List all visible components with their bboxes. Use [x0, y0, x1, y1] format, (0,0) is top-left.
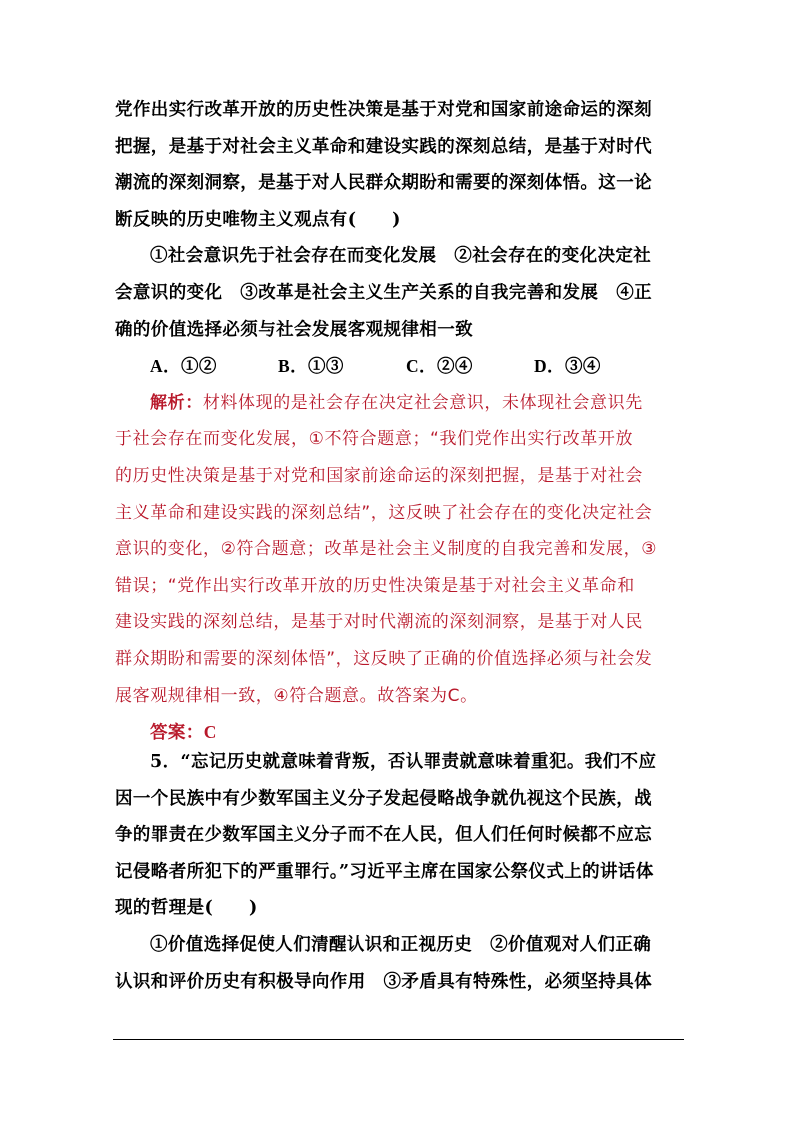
- footer-divider: [113, 1039, 684, 1040]
- q5-stem-line: 5．“忘记历史就意味着背叛，否认罪责就意味着重犯。我们不应: [150, 752, 657, 772]
- option-a: A．①②: [150, 356, 217, 377]
- analysis-line: 于社会存在而变化发展，①不符合题意；“我们党作出实行改革开放: [115, 429, 634, 450]
- analysis-line: 的历史性决策是基于对党和国家前途命运的深刻把握，是基于对社会: [115, 465, 643, 486]
- option-c: C．②④: [406, 356, 473, 377]
- q4-options: [115, 348, 685, 385]
- q4-stem-line: 把握，是基于对社会主义革命和建设实践的深刻总结，是基于对时代: [115, 136, 652, 157]
- analysis-line: 主义革命和建设实践的深刻总结”，这反映了社会存在的变化决定社会: [115, 502, 653, 523]
- analysis-line: 错误；“党作出实行改革开放的历史性决策是基于对社会主义革命和: [115, 575, 635, 596]
- q5-stem-line: 因一个民族中有少数军国主义分子发起侵略战争就仇视这个民族，战: [115, 788, 652, 809]
- q4-stem: [115, 92, 685, 238]
- q4-statement-line: 确的价值选择必须与社会发展客观规律相一致: [115, 319, 473, 340]
- q4-statements: [115, 238, 685, 348]
- q5-statement-line: ①价值选择促使人们清醒认识和正视历史 ②价值观对人们正确: [150, 934, 652, 955]
- analysis-line: 群众期盼和需要的深刻体悟”，这反映了正确的价值选择必须与社会发: [115, 648, 653, 669]
- q4-stem-line: 潮流的深刻洞察，是基于对人民群众期盼和需要的深刻体悟。这一论: [115, 173, 652, 194]
- analysis-line: 材料体现的是社会存在决定社会意识，未体现社会意识先: [202, 392, 643, 413]
- option-b: B．①③: [278, 356, 344, 377]
- q5-statement-line: 认识和评价历史有积极导向作用 ③矛盾具有特殊性，必须坚持具体: [115, 971, 652, 992]
- q5-stem-line: 争的罪责在少数军国主义分子而不在人民，但人们任何时候都不应忘: [115, 825, 652, 846]
- question-4: [115, 92, 685, 752]
- answer-label: 答案：: [150, 723, 204, 744]
- option-d: D．③④: [534, 356, 601, 377]
- question-5: [115, 744, 685, 1000]
- q4-statement-line: 会意识的变化 ③改革是社会主义生产关系的自我完善和发展 ④正: [115, 282, 652, 303]
- q5-stem: [115, 744, 685, 927]
- q5-stem-line: 记侵略者所犯下的严重罪行。”习近平主席在国家公祭仪式上的讲话体: [115, 861, 654, 882]
- q4-statement-line: ①社会意识先于社会存在而变化发展 ②社会存在的变化决定社: [150, 246, 652, 267]
- answer-value: C: [203, 722, 217, 743]
- analysis-label: 解析：: [150, 392, 203, 413]
- q4-stem-line: 断反映的历史唯物主义观点有( ): [115, 209, 401, 230]
- q4-stem-line: 党作出实行改革开放的历史性决策是基于对党和国家前途命运的深刻: [115, 100, 652, 120]
- q4-analysis: [115, 385, 685, 714]
- analysis-line: 意识的变化，②符合题意；改革是社会主义制度的自我完善和发展，③: [115, 539, 658, 560]
- analysis-line: 展客观规律相一致，④符合题意。故答案为C。: [115, 685, 478, 706]
- q5-stem-line: 现的哲理是( ): [115, 898, 258, 919]
- q5-statements: [115, 927, 685, 1000]
- analysis-line: 建设实践的深刻总结，是基于对时代潮流的深刻洞察，是基于对人民: [115, 612, 643, 633]
